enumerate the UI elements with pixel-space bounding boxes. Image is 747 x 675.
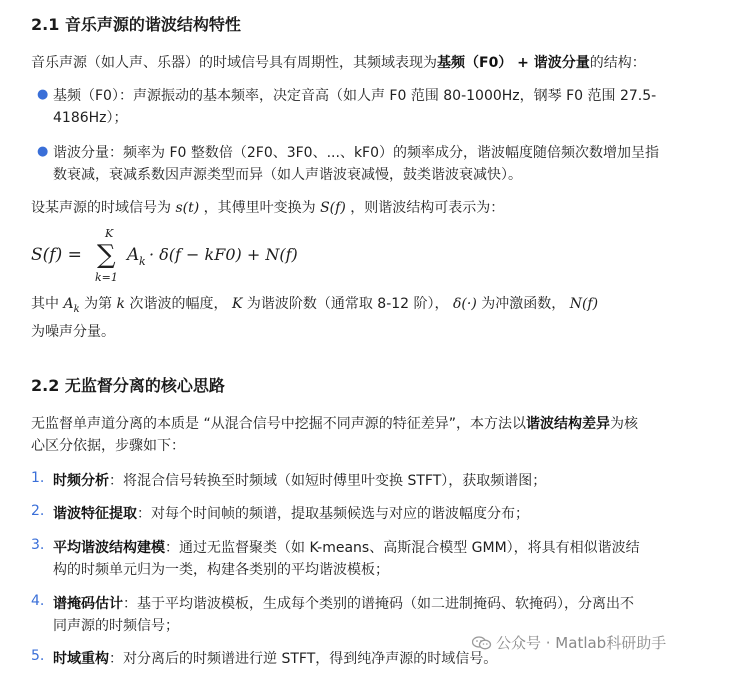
section2-intro: 无监督单声道分离的本质是 “从混合信号中挖掘不同声源的特征差异”，本方法以谐波结构差异为核 心区分依据，步骤如下： bbox=[31, 416, 638, 454]
step-harmonic-feature-extraction: 谐波特征提取：对每个时间帧的频谱，提取基频候选与对应的谐波幅度分布； bbox=[53, 506, 529, 522]
formula-setup: 设某声源的时域信号为 s(t) ，其傅里叶变换为 S(f) ，则谐波结构可表示为： bbox=[31, 200, 505, 216]
formula-explanation: 其中 $A_k$ 为第 k 次谐波的幅度， K 为谐波阶数（通常取 8-12 阶）， δ(·) 为冲激函数， N(f) 为噪声分量。 bbox=[31, 296, 599, 340]
step-average-harmonic-modeling: 平均谐波结构建模：通过无监督聚类（如 K-means、高斯混合模型 GMM），将具有相似谐波结 构的时频单元归为一类，构建各类别的平均谐波模板； bbox=[53, 540, 640, 578]
formula-sub: k bbox=[139, 255, 146, 268]
step-spectral-mask-estimation: 谱掩码估计：基于平均谐波模板，生成每个类别的谱掩码（如二进制掩码、软掩码），分离出不 同声源的时频信号； bbox=[53, 596, 634, 634]
bullet-harmonics: 谐波分量：频率为 F0 整数倍（2F0、3F0、...、kF0）的频率成分，谐波幅度随倍频次数增加呈指 数衰减，衰减系数因声源类型而异（如人声谐波衰减慢，鼓类谐波衰减快）。 bbox=[53, 145, 660, 183]
wechat-icon bbox=[472, 636, 492, 650]
step-time-domain-reconstruction: 时域重构：对分离后的时频谱进行逆 STFT，得到纯净声源的时域信号。 bbox=[53, 651, 498, 667]
section-heading-2-1: 2.1 音乐声源的谐波结构特性 bbox=[31, 15, 241, 34]
formula-body: A bbox=[127, 245, 140, 265]
bullet-dot: ● bbox=[37, 87, 49, 102]
step-number: 5. bbox=[31, 648, 45, 664]
harmonic-formula bbox=[31, 225, 331, 287]
watermark: 公众号 · Matlab科研助手 bbox=[472, 632, 666, 653]
step-time-freq-analysis: 时频分析：将混合信号转换至时频域（如短时傅里叶变换 STFT），获取频谱图； bbox=[53, 473, 547, 489]
bullet-dot: ● bbox=[37, 144, 49, 159]
step-number: 2. bbox=[31, 503, 45, 519]
step-number: 3. bbox=[31, 537, 45, 553]
formula-lhs: S(f) = bbox=[31, 245, 82, 265]
step-number: 4. bbox=[31, 593, 45, 609]
formula-rest: · δ(f − kF0) + N(f) bbox=[149, 245, 298, 264]
section-heading-2-2: 2.2 无监督分离的核心思路 bbox=[31, 376, 225, 395]
bullet-f0: 基频（F0）：声源振动的基本频率，决定音高（如人声 F0 范围 80-1000Hz，钢琴 F0 范围 27.5- 4186Hz）； bbox=[53, 88, 657, 126]
section1-intro: 音乐声源（如人声、乐器）的时域信号具有周期性，其频域表现为基频（F0） + 谐波分量的结构： bbox=[31, 55, 646, 71]
sigma-symbol: ∑ bbox=[97, 240, 116, 270]
step-number: 1. bbox=[31, 470, 45, 486]
formula-sum-bottom: k=1 bbox=[95, 271, 118, 284]
formula-sum-top: K bbox=[105, 227, 114, 240]
